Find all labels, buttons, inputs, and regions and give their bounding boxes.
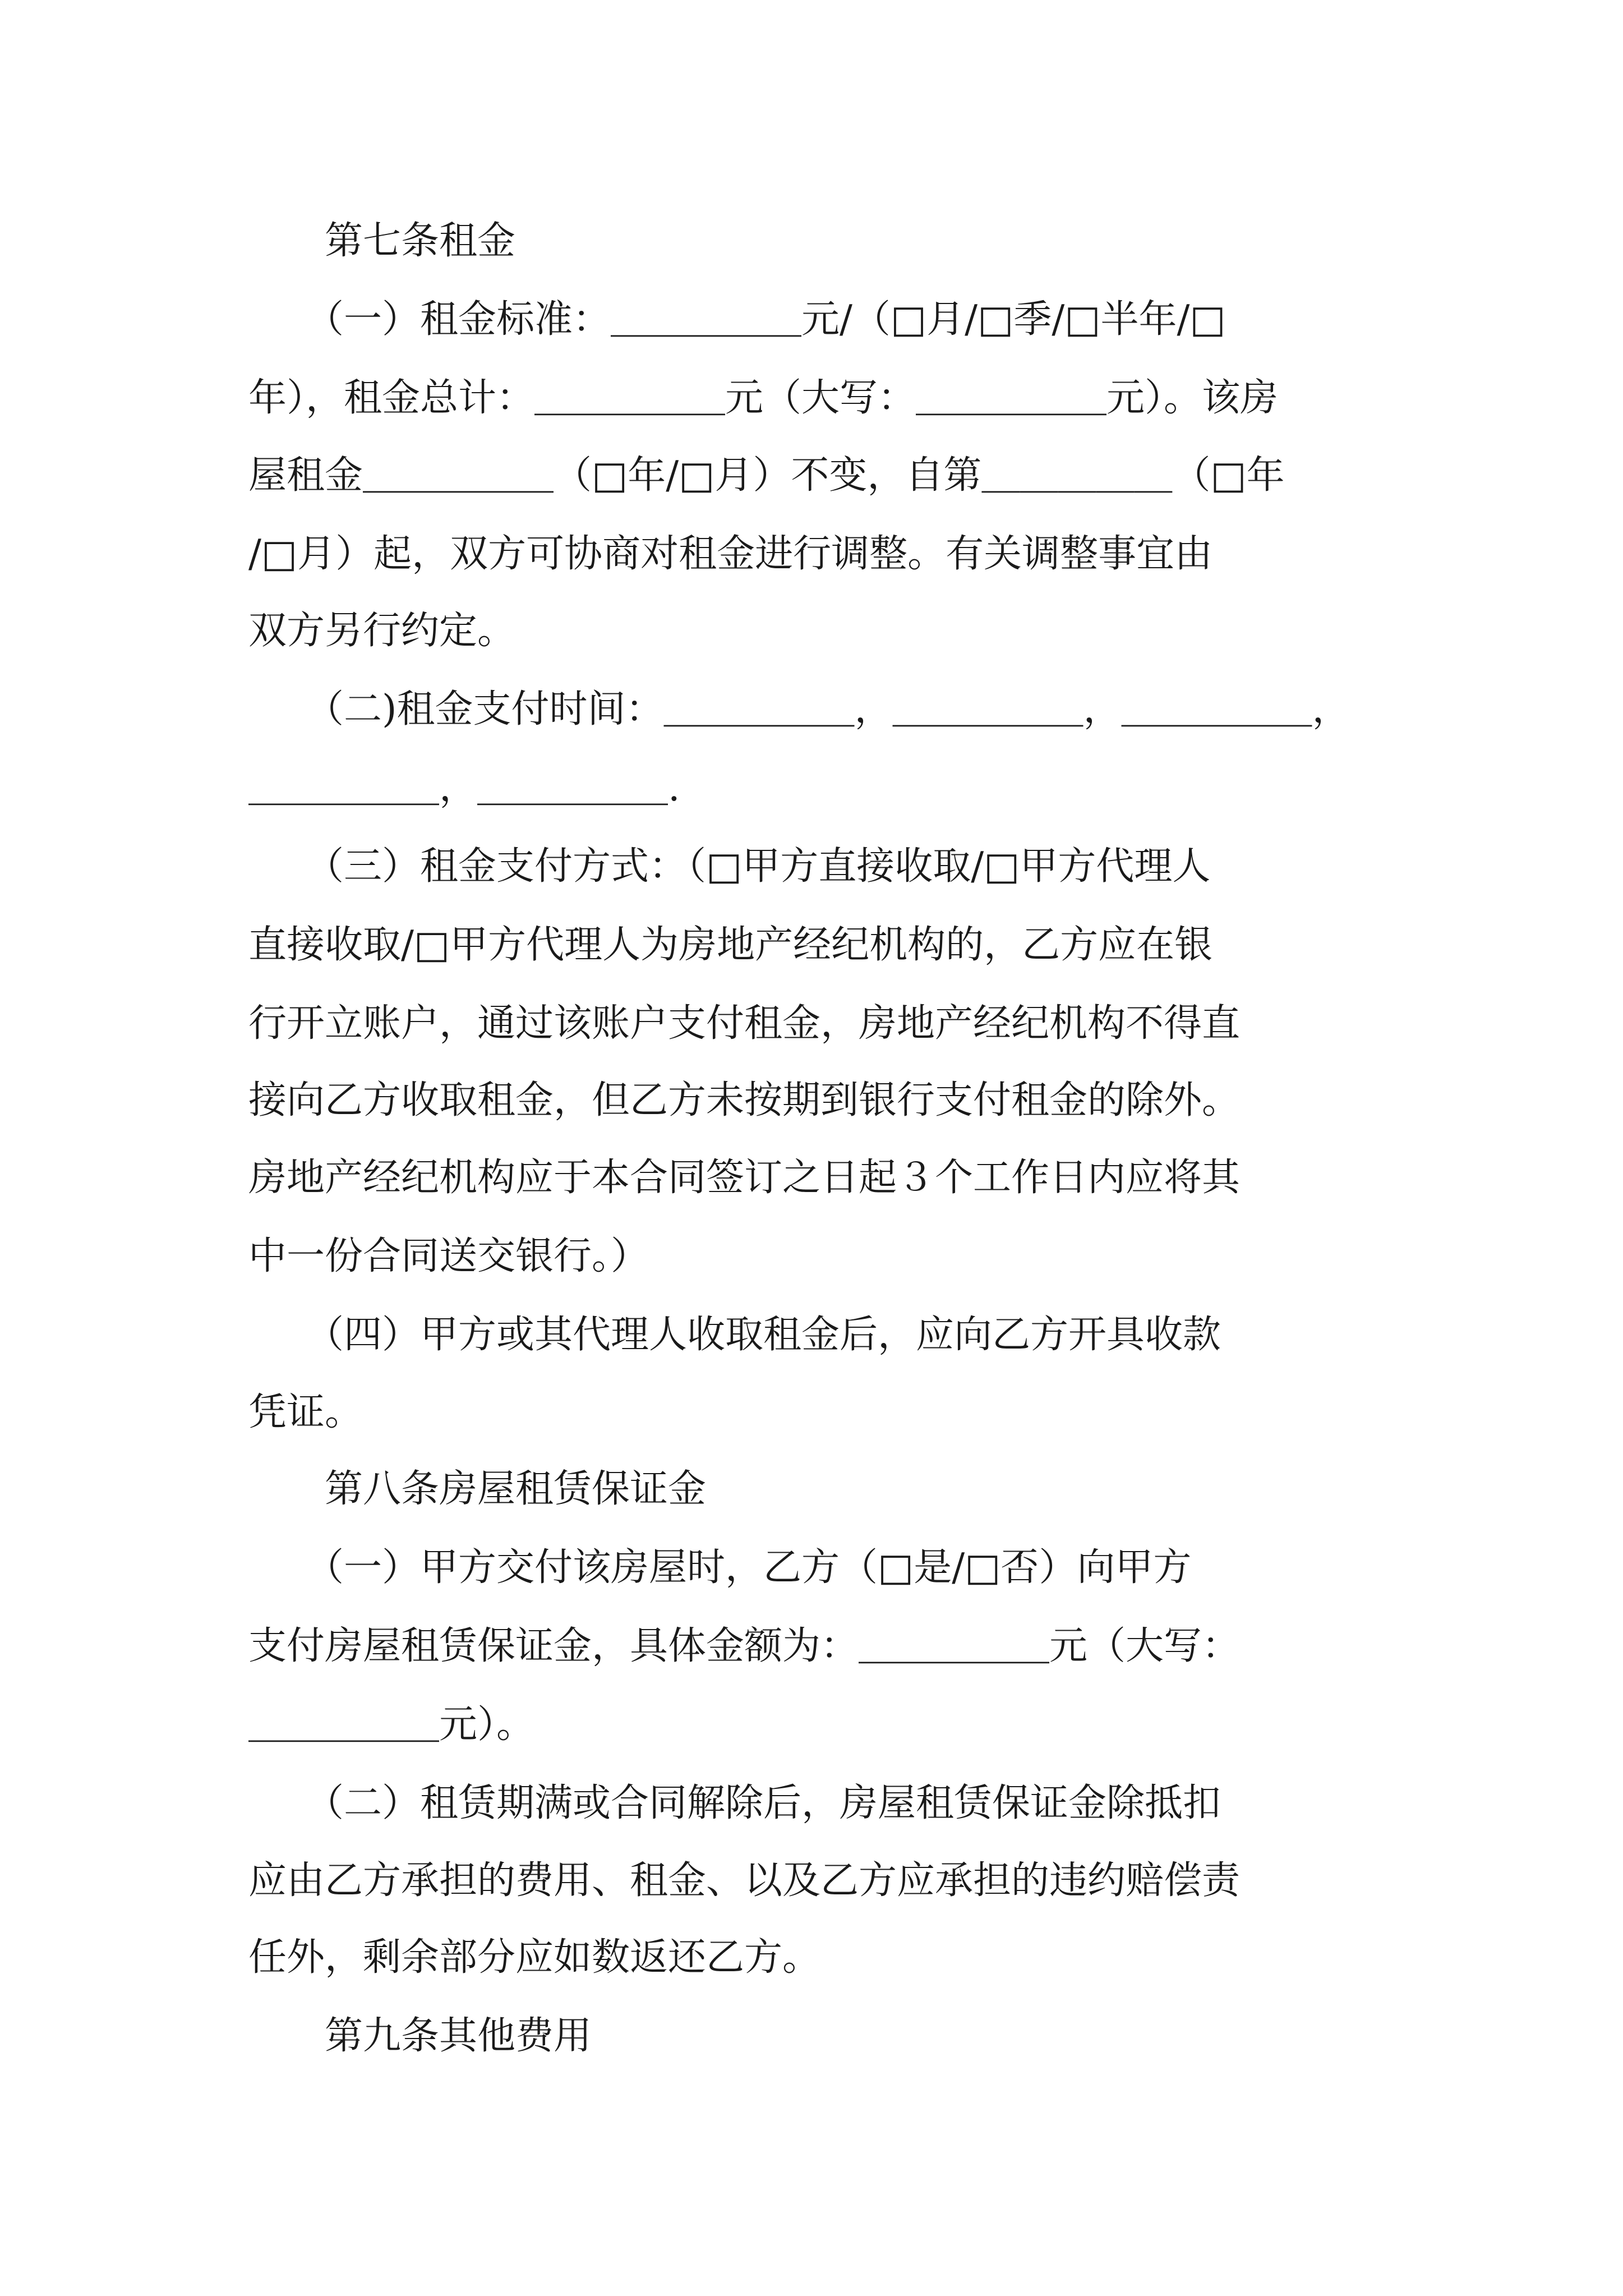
payment-method-line-2: 直接收取/□甲方代理人为房地产经纪机构的，乙方应在银 [248, 923, 1213, 967]
deposit-refund-line-2: 应由乙方承担的费用、租金、以及乙方应承担的违约赔偿责 [248, 1858, 1241, 1903]
rent-standard-line-3: 屋租金＿＿＿＿＿（□年/□月）不变，自第＿＿＿＿＿（□年 [248, 453, 1285, 498]
rent-standard-line-1: （一）租金标准：＿＿＿＿＿元/（□月/□季/□半年/□ [248, 297, 1226, 342]
receipt-line-2: 凭证。 [248, 1390, 363, 1434]
deposit-line-1: （一）甲方交付该房屋时，乙方（□是/□否）向甲方 [248, 1545, 1192, 1590]
article-9-heading: 第九条其他费用 [248, 2014, 592, 2058]
payment-method-line-3: 行开立账户，通过该账户支付租金，房地产经纪机构不得直 [248, 1001, 1241, 1046]
payment-time-line-1: （二)租金支付时间：＿＿＿＿＿，＿＿＿＿＿，＿＿＿＿＿， [248, 687, 1350, 731]
payment-time-line-2: ＿＿＿＿＿，＿＿＿＿＿. [248, 766, 680, 810]
deposit-line-3: ＿＿＿＿＿元）。 [248, 1703, 535, 1747]
deposit-refund-line-1: （二）租赁期满或合同解除后，房屋租赁保证金除抵扣 [248, 1781, 1221, 1825]
deposit-line-2: 支付房屋租赁保证金，具体金额为：＿＿＿＿＿元（大写： [248, 1624, 1241, 1668]
rent-standard-line-4: /□月）起，双方可协商对租金进行调整。有关调整事宜由 [248, 532, 1213, 576]
payment-method-line-5: 房地产经纪机构应于本合同签订之日起３个工作日内应将其 [248, 1156, 1241, 1200]
receipt-line-1: （四）甲方或其代理人收取租金后，应向乙方开具收款 [248, 1313, 1221, 1357]
payment-method-line-1: （三）租金支付方式：（□甲方直接收取/□甲方代理人 [248, 844, 1211, 889]
rent-standard-line-5: 双方另行约定。 [248, 609, 516, 653]
rent-standard-line-2: 年），租金总计：＿＿＿＿＿元（大写：＿＿＿＿＿元）。该房 [248, 376, 1279, 420]
article-8-heading: 第八条房屋租赁保证金 [248, 1467, 707, 1511]
payment-method-line-4: 接向乙方收取租金，但乙方未按期到银行支付租金的除外。 [248, 1078, 1241, 1122]
deposit-refund-line-3: 任外，剩余部分应如数返还乙方。 [248, 1935, 821, 1980]
payment-method-line-6: 中一份合同送交银行。） [248, 1234, 649, 1278]
article-7-heading: 第七条租金 [248, 219, 516, 263]
